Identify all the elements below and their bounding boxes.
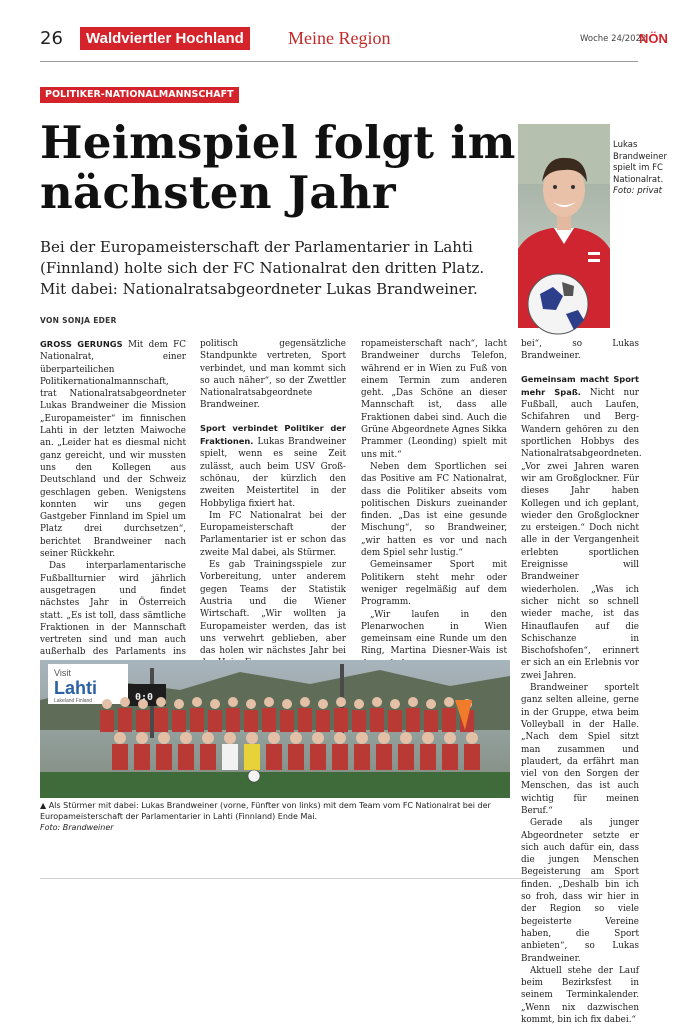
article-headline: Heimspiel folgt im nächsten Jahr (40, 116, 516, 219)
caption-arrow-icon: ▲ (40, 801, 47, 810)
col1-paragraph-2: Das interparlamentarische Fußballturnier wird jährlich ausgetragen und findet nächstes Jahr in Österreich statt. „Es ist toll, dass sämtliche Fraktionen in der Mannschaft vertreten sind und man auch außerhalb des Parlaments ins (40, 561, 186, 658)
scoreboard: 0:0 (135, 692, 154, 703)
col3-paragraph-1: ropameisterschaft nach“, lacht Brandweiner durchs Telefon, während er in Wien zu Fuß von einem Termin zum anderen geht. „Das Schöne an dieser Mannschaft ist, dass alle Fraktionen dabei sind. Auch die Grüne Abgeordnete Agnes Sikka Prammer (Leonding) spielt mit uns mit.“ (361, 339, 507, 460)
header-rule (40, 61, 638, 62)
sign-visit: Visit (54, 668, 71, 678)
sign-subtitle: Lakeland Finland (54, 698, 93, 704)
portrait-photo (518, 124, 610, 328)
team-photo (40, 660, 510, 798)
col4-paragraph-1: Nicht nur Fußball, auch Laufen, Schifahren und Berg-Wandern gehören zu den sportlichen Hobbys des Nationalratsabgeordneten. „Vor zwei Jahren waren wir am Großglockner. Für dieses Jahr haben Kollegen und ich geplant, wieder den Großglockner zu ersteigen.“ Doch nicht alle in der Vergangenheit erlebten sportlichen Ereignisse will Brandweiner wiederholen. „Was ich sicher nicht so schnell wieder mache, ist das Hinauflaufen auf die Schischanze in Bischofshofen“, erinnert er sich an ein Erlebnis vor zwei Jahren. (521, 387, 642, 681)
team-photo-caption: Als Stürmer mit dabei: Lukas Brandweiner (vorne, Fünfter von links) mit dem Team vom FC Nationalrat bei der Europameisterschaft der Parlamentarier in Lahti (Finnland) Ende Mai. (40, 801, 491, 821)
brand-logo: NÖN (639, 31, 668, 46)
body-column-4 (521, 338, 642, 1026)
article-lead: Bei der Europameisterschaft der Parlamentarier in Lahti (Finnland) holte sich der FC Nationalrat den dritten Platz. Mit dabei: Nationalratsabgeordneter Lukas Brandweiner. (40, 238, 485, 298)
portrait-credit: Foto: privat (613, 186, 663, 196)
col4-paragraph-3: Gerade als junger Abgeordneter setzte er sich auch dafür ein, dass die jungen Menschen Begeisterung am Sport finden. „Deshalb bin ich so froh, dass wir hier in der Region so viele begeisterte Vereine haben, die Sport anbieten“, so Lukas Brandweiner. (521, 818, 639, 964)
page-header (0, 0, 678, 62)
col2-paragraph-3: Im FC Nationalrat bei der Europameisterschaft der Parlamentarier ist er schon das zweite Mal dabei, als Stürmer. (200, 510, 346, 558)
portrait-illustration (518, 124, 610, 328)
col3-paragraph-3: Gemeinsamer Sport mit Politikern steht mehr oder weniger regelmäßig auf dem Programm. (361, 560, 507, 608)
col1-paragraph-1: Mit dem FC Nationalrat, einer überparteilichen Politikernationalmannschaft, trat Nationalratsabgeordneter Lukas Brandweiner die Mission „Europameister“ im finnischen Lahti in der letzten Maiwoche an. „Leider hat es diesmal nicht ganz gereicht, und wir mussten uns den Kollegen aus Deutschland und der Schweiz geschlagen geben. Wenigstens konnten wir uns gegen Gastgeber Finnland im Spiel um Platz drei durchsetzen“, berichtet Brandweiner nach seiner Rückkehr. (40, 340, 187, 560)
region-label: Waldviertler Hochland (80, 27, 250, 50)
portrait-caption: Lukas Brandweiner spielt im FC Nationalrat. (613, 140, 667, 185)
team-photo-caption-block (40, 800, 510, 833)
subheading-sport-verbindet: Sport verbindet Politiker der Fraktionen. (200, 422, 346, 447)
article-kicker: POLITIKER-NATIONALMANNSCHAFT (40, 87, 239, 103)
body-column-1 (40, 338, 186, 683)
col3-paragraph-2: Neben dem Sportlichen sei das Positive am FC Nationalrat, dass die Politiker abseits vom politischen Diskurs zueinander finden. „Das ist eine gesunde Mischung“, so Brandweiner, „wir hatten es vor und nach dem Spiel sehr lustig.“ (361, 461, 507, 559)
col4-paragraph-2: Brandweiner sportelt ganz selten alleine, gerne in der Gruppe, etwa beim Volleyball in der Halle. „Nach dem Spiel sitzt man zusammen und plaudert, da erfährt man viel von den Sorgen der Menschen, das ist auch wichtig für meinen Beruf.“ (521, 683, 639, 816)
body-column-3 (361, 338, 507, 670)
col2-paragraph-2: Lukas Brandweiner spielt, wenn es seine Zeit zulässt, auch beim USV Groß-schönau, der kürzlich den zweiten Meistertitel in der Hobbyliga fixiert hat. (200, 437, 347, 509)
body-column-2 (200, 338, 346, 670)
col4-paragraph-0: bei“, so Lukas Brandweiner. (521, 339, 639, 362)
col2-paragraph-1: politisch gegensätzliche Standpunkte vertreten, Sport verbindet, und man kommt sich so auch näher“, so der Zwettler Nationalratsabgeordnete Brandweiner. (200, 339, 346, 411)
dateline: GROSS GERUNGS (40, 339, 123, 349)
col3-paragraph-4: „Wir laufen in den Plenarwochen in Wien gemeinsam eine Runde um den Ring, Martina Diesner-Wais ist (361, 609, 507, 657)
page-number: 26 (40, 28, 63, 49)
byline: VON SONJA EDER (40, 316, 117, 325)
subheading-gemeinsam: Gemeinsam macht Sport mehr Spaß. (521, 373, 639, 397)
footer-rule (40, 878, 638, 879)
col2-paragraph-4: Es gab Trainingsspiele zur Vorbereitung, unter anderem gegen Teams der Statistik Austria und die Wiener Wirtschaft. „Wir wollten ja Europameister werden, das ist uns verwehrt geblieben, aber das holen wir nächstes Jahr bei (200, 560, 346, 657)
team-photo-illustration (40, 660, 510, 798)
col4-paragraph-4: Aktuell stehe der Lauf beim Bezirksfest in seinem Terminkalender. „Wenn nix dazwischen kommt, bin ich fix dabei.“ (521, 965, 639, 1026)
section-label: Meine Region (288, 28, 391, 48)
sign-city: Lahti (54, 678, 97, 698)
issue-week: Woche 24/2022 (580, 34, 647, 44)
team-photo-credit: Foto: Brandweiner (40, 823, 114, 832)
portrait-caption-block (613, 140, 671, 198)
